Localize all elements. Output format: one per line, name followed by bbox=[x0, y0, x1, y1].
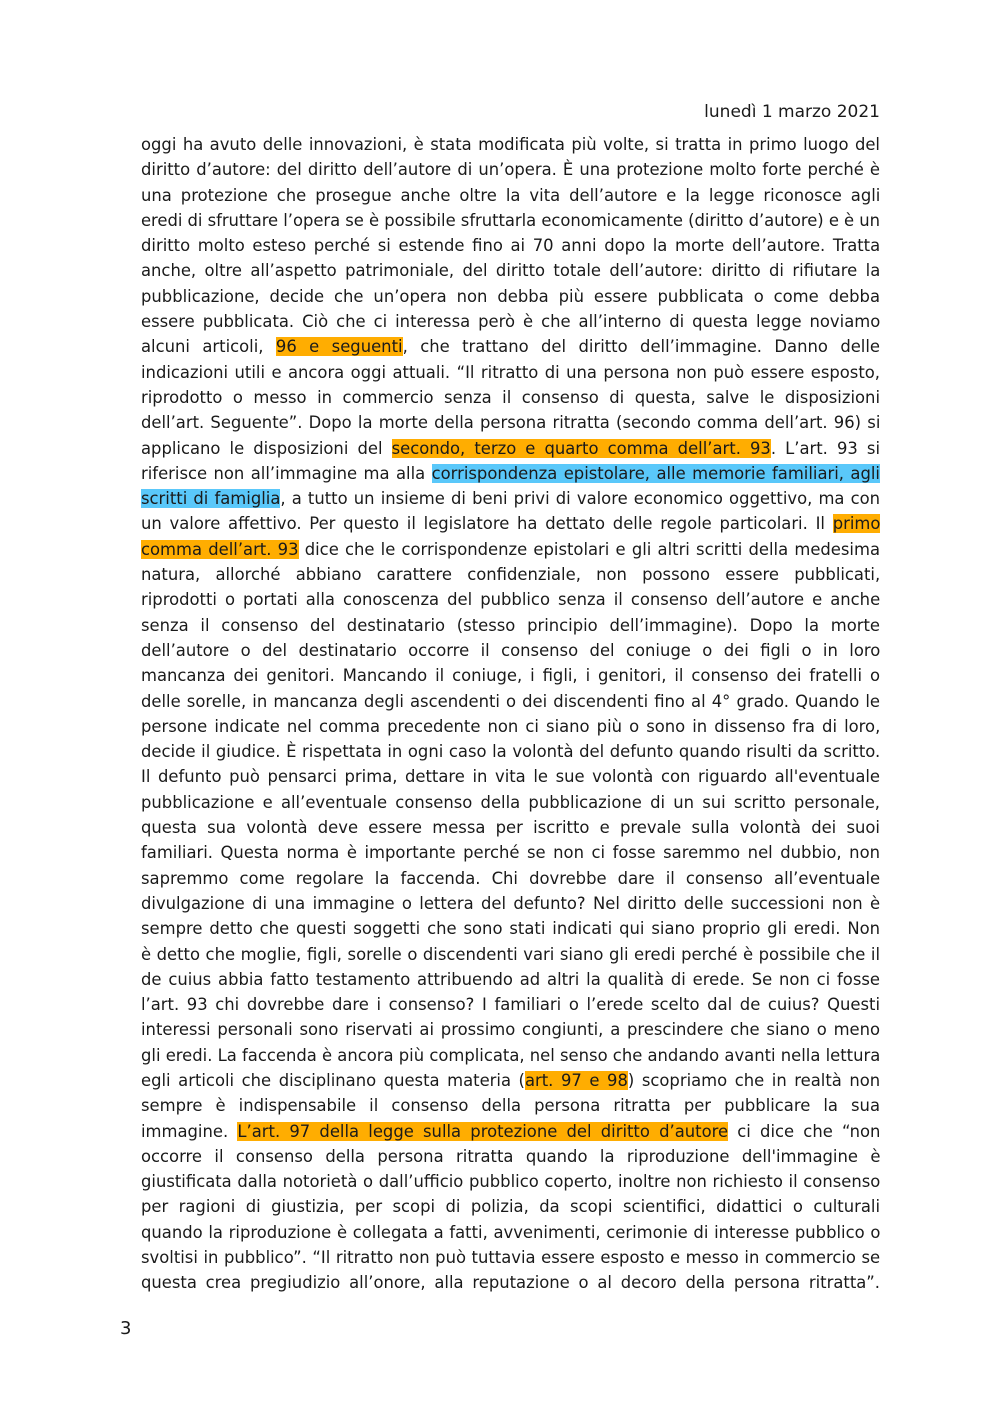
text-segment: riferisce non all’immagine ma alla bbox=[141, 463, 432, 483]
text-line bbox=[141, 942, 880, 967]
text-line bbox=[141, 410, 880, 435]
highlight-blue: corrispondenza epistolare, alle memorie familiari, agli bbox=[431, 463, 880, 483]
text-segment: un valore affettivo. Per questo il legislatore ha dettato delle regole particolari. Il bbox=[141, 514, 833, 534]
text-segment: persone indicate nel comma precedente non ci siano più o sono in dissenso fra di loro, bbox=[141, 716, 881, 736]
text-segment: decide il giudice. È rispettata in ogni caso la volontà del defunto quando risulti da scritto. bbox=[141, 742, 881, 762]
highlight-blue: scritti di famiglia bbox=[141, 489, 281, 509]
highlight-orange: art. 97 e 98 bbox=[524, 1070, 628, 1090]
text-line bbox=[141, 562, 880, 587]
text-segment: applicano le disposizioni del bbox=[141, 438, 392, 458]
text-segment: delle sorelle, in mancanza degli ascendenti o dei discendenti fino al 4° grado. Quando le bbox=[141, 691, 880, 711]
text-line bbox=[141, 183, 880, 208]
text-line bbox=[141, 1194, 880, 1219]
text-line bbox=[141, 689, 880, 714]
text-segment: pubblicazione e all’eventuale consenso della pubblicazione di un sui scritto personale, bbox=[141, 792, 880, 812]
text-line bbox=[141, 132, 880, 157]
text-line bbox=[141, 1144, 880, 1169]
text-line bbox=[141, 284, 880, 309]
text-segment: è detto che moglie, figli, sorelle o discendenti vari siano gli eredi perché è possibile che il bbox=[141, 944, 880, 964]
text-segment: riprodotto o messo in commercio senza il consenso di questa, salve le disposizioni bbox=[141, 387, 880, 407]
text-line bbox=[141, 1245, 880, 1270]
text-segment: dell’autore o del destinatario occorre il consenso del coniuge o dei figli o in loro bbox=[141, 640, 881, 660]
text-line bbox=[141, 764, 880, 789]
text-segment: sapremmo come regolare la faccenda. Chi dovrebbe dare il consenso all’eventuale bbox=[141, 868, 881, 888]
text-line bbox=[141, 1169, 880, 1194]
text-line bbox=[141, 1043, 880, 1068]
text-segment: ) scopriamo che in realtà non bbox=[627, 1070, 881, 1090]
text-line bbox=[141, 334, 880, 359]
text-segment: ci dice che “non bbox=[728, 1121, 881, 1141]
text-line bbox=[141, 486, 880, 511]
text-line bbox=[141, 992, 880, 1017]
text-segment: indicazioni utili e ancora oggi attuali. “Il ritratto di una persona non può essere esposto, bbox=[141, 362, 880, 382]
text-segment: sempre è indispensabile il consenso della persona ritratta per pubblicare la sua bbox=[141, 1096, 880, 1116]
text-segment: diritto d’autore: del diritto dell’autore di un’opera. È una protezione molto forte perché è bbox=[141, 160, 880, 180]
text-segment: una protezione che prosegue anche oltre la vita dell’autore e la legge riconosce agli bbox=[141, 185, 881, 205]
text-segment: gli eredi. La faccenda è ancora più complicata, nel senso che andando avanti nella lettura bbox=[141, 1045, 881, 1065]
text-line bbox=[141, 1068, 880, 1093]
highlight-orange: L’art. 97 della legge sulla protezione del diritto d’autore bbox=[237, 1121, 729, 1141]
text-segment: de cuius abbia fatto testamento attribuendo ad altri la qualità di erede. Se non ci fosse bbox=[141, 969, 880, 989]
text-line bbox=[141, 208, 880, 233]
text-segment: mancanza dei genitori. Mancando il coniuge, i figli, i genitori, il consenso dei fratelli o bbox=[141, 666, 880, 686]
text-segment: dice che le corrispondenze epistolari e gli altri scritti della medesima bbox=[298, 539, 880, 559]
text-line bbox=[141, 1220, 880, 1245]
text-segment: Il defunto può pensarci prima, dettare in vita le sue volontà con riguardo all'eventuale bbox=[141, 767, 880, 787]
text-segment: pubblicazione, decide che un’opera non debba più essere pubblicata o come debba bbox=[141, 286, 880, 306]
text-segment: divulgazione di una immagine o lettera del defunto? Nel diritto delle successioni non è bbox=[141, 893, 881, 913]
text-segment: giustificata dalla notorietà o dall’ufficio pubblico coperto, inoltre non richiesto il consenso bbox=[141, 1172, 881, 1192]
text-line bbox=[141, 790, 880, 815]
text-line bbox=[141, 1017, 880, 1042]
highlight-orange: secondo, terzo e quarto comma dell’art. 93 bbox=[391, 438, 771, 458]
text-segment: diritto molto esteso perché si estende fino ai 70 anni dopo la morte dell’autore. Tratta bbox=[141, 236, 881, 256]
text-line bbox=[141, 309, 880, 334]
text-segment: senza il consenso del destinatario (stesso principio dell’immagine). Dopo la morte bbox=[141, 615, 880, 635]
text-line bbox=[141, 258, 880, 283]
text-segment: occorre il consenso della persona ritratta quando la riproduzione dell'immagine è bbox=[141, 1146, 881, 1166]
highlight-orange: primo bbox=[832, 514, 881, 534]
text-segment: eredi di sfruttare l’opera se è possibile sfruttarla economicamente (diritto d’autore) e è un bbox=[141, 210, 880, 230]
text-segment: anche, oltre all’aspetto patrimoniale, del diritto totale dell’autore: diritto di rifiutare la bbox=[141, 261, 881, 281]
text-line bbox=[141, 587, 880, 612]
text-segment: immagine. bbox=[141, 1121, 238, 1141]
text-segment: questa crea pregiudizio all’onore, alla reputazione o al decoro della persona ritratta”. bbox=[141, 1273, 880, 1293]
text-line bbox=[141, 840, 880, 865]
text-line bbox=[141, 613, 880, 638]
text-segment: interessi personali sono riservati ai prossimo congiunti, a prescindere che siano o meno bbox=[141, 1020, 881, 1040]
text-line bbox=[141, 436, 880, 461]
text-segment: questa sua volontà deve essere messa per iscritto e prevale sulla volontà dei suoi bbox=[141, 818, 880, 838]
body-text bbox=[141, 132, 880, 1296]
text-segment: , che trattano del diritto dell’immagine. Danno delle bbox=[402, 337, 881, 357]
text-segment: per ragioni di giustizia, per scopi di polizia, da scopi scientifici, didattici o culturali bbox=[141, 1197, 880, 1217]
text-line bbox=[141, 815, 880, 840]
text-segment: alcuni articoli, bbox=[141, 337, 276, 357]
text-segment: egli articoli che disciplinano questa materia ( bbox=[141, 1070, 525, 1090]
text-segment: essere pubblicata. Ciò che ci interessa però è che all’interno di questa legge noviamo bbox=[141, 312, 881, 332]
page-number: 3 bbox=[120, 1318, 132, 1339]
text-line bbox=[141, 385, 880, 410]
text-line bbox=[141, 1119, 880, 1144]
text-line bbox=[141, 157, 880, 182]
text-segment: natura, allorché abbiano carattere confidenziale, non possono essere pubblicati, bbox=[141, 565, 881, 585]
text-segment: l’art. 93 chi dovrebbe dare i consenso? I familiari o l’erede scelto dal de cuius? Questi bbox=[141, 995, 880, 1015]
text-segment: riprodotti o portati alla conoscenza del pubblico senza il consenso dell’autore e anche bbox=[141, 590, 881, 610]
text-line bbox=[141, 461, 880, 486]
text-segment: dell’art. Seguente”. Dopo la morte della persona ritratta (secondo comma dell’art. 96) si bbox=[141, 413, 881, 433]
text-segment: , a tutto un insieme di beni privi di valore economico oggettivo, ma con bbox=[280, 489, 881, 509]
text-line bbox=[141, 511, 880, 536]
text-segment: familiari. Questa norma è importante perché se non ci fosse saremmo nel dubbio, non bbox=[141, 843, 880, 863]
text-segment: oggi ha avuto delle innovazioni, è stata modificata più volte, si tratta in primo luogo del bbox=[141, 135, 880, 154]
text-line bbox=[141, 866, 880, 891]
text-line bbox=[141, 663, 880, 688]
highlight-orange: comma dell’art. 93 bbox=[141, 539, 299, 559]
text-segment: quando la riproduzione è collegata a fatti, avvenimenti, cerimonie di interesse pubblico o bbox=[141, 1222, 881, 1242]
text-segment: sempre detto che questi soggetti che sono stati indicati qui siano proprio gli eredi. Non bbox=[141, 919, 880, 939]
text-line bbox=[141, 916, 880, 941]
text-segment: . L’art. 93 si bbox=[770, 438, 880, 458]
text-line bbox=[141, 1270, 880, 1295]
text-line bbox=[141, 233, 880, 258]
text-line bbox=[141, 1093, 880, 1118]
text-line bbox=[141, 537, 880, 562]
text-line bbox=[141, 360, 880, 385]
text-segment: svoltisi in pubblico”. “Il ritratto non può tuttavia essere esposto e messo in commercio se bbox=[141, 1248, 881, 1268]
text-line bbox=[141, 891, 880, 916]
page-date: lunedì 1 marzo 2021 bbox=[704, 102, 880, 122]
text-line bbox=[141, 638, 880, 663]
text-line bbox=[141, 714, 880, 739]
text-line bbox=[141, 739, 880, 764]
highlight-orange: 96 e seguenti bbox=[275, 337, 403, 357]
text-line bbox=[141, 967, 880, 992]
